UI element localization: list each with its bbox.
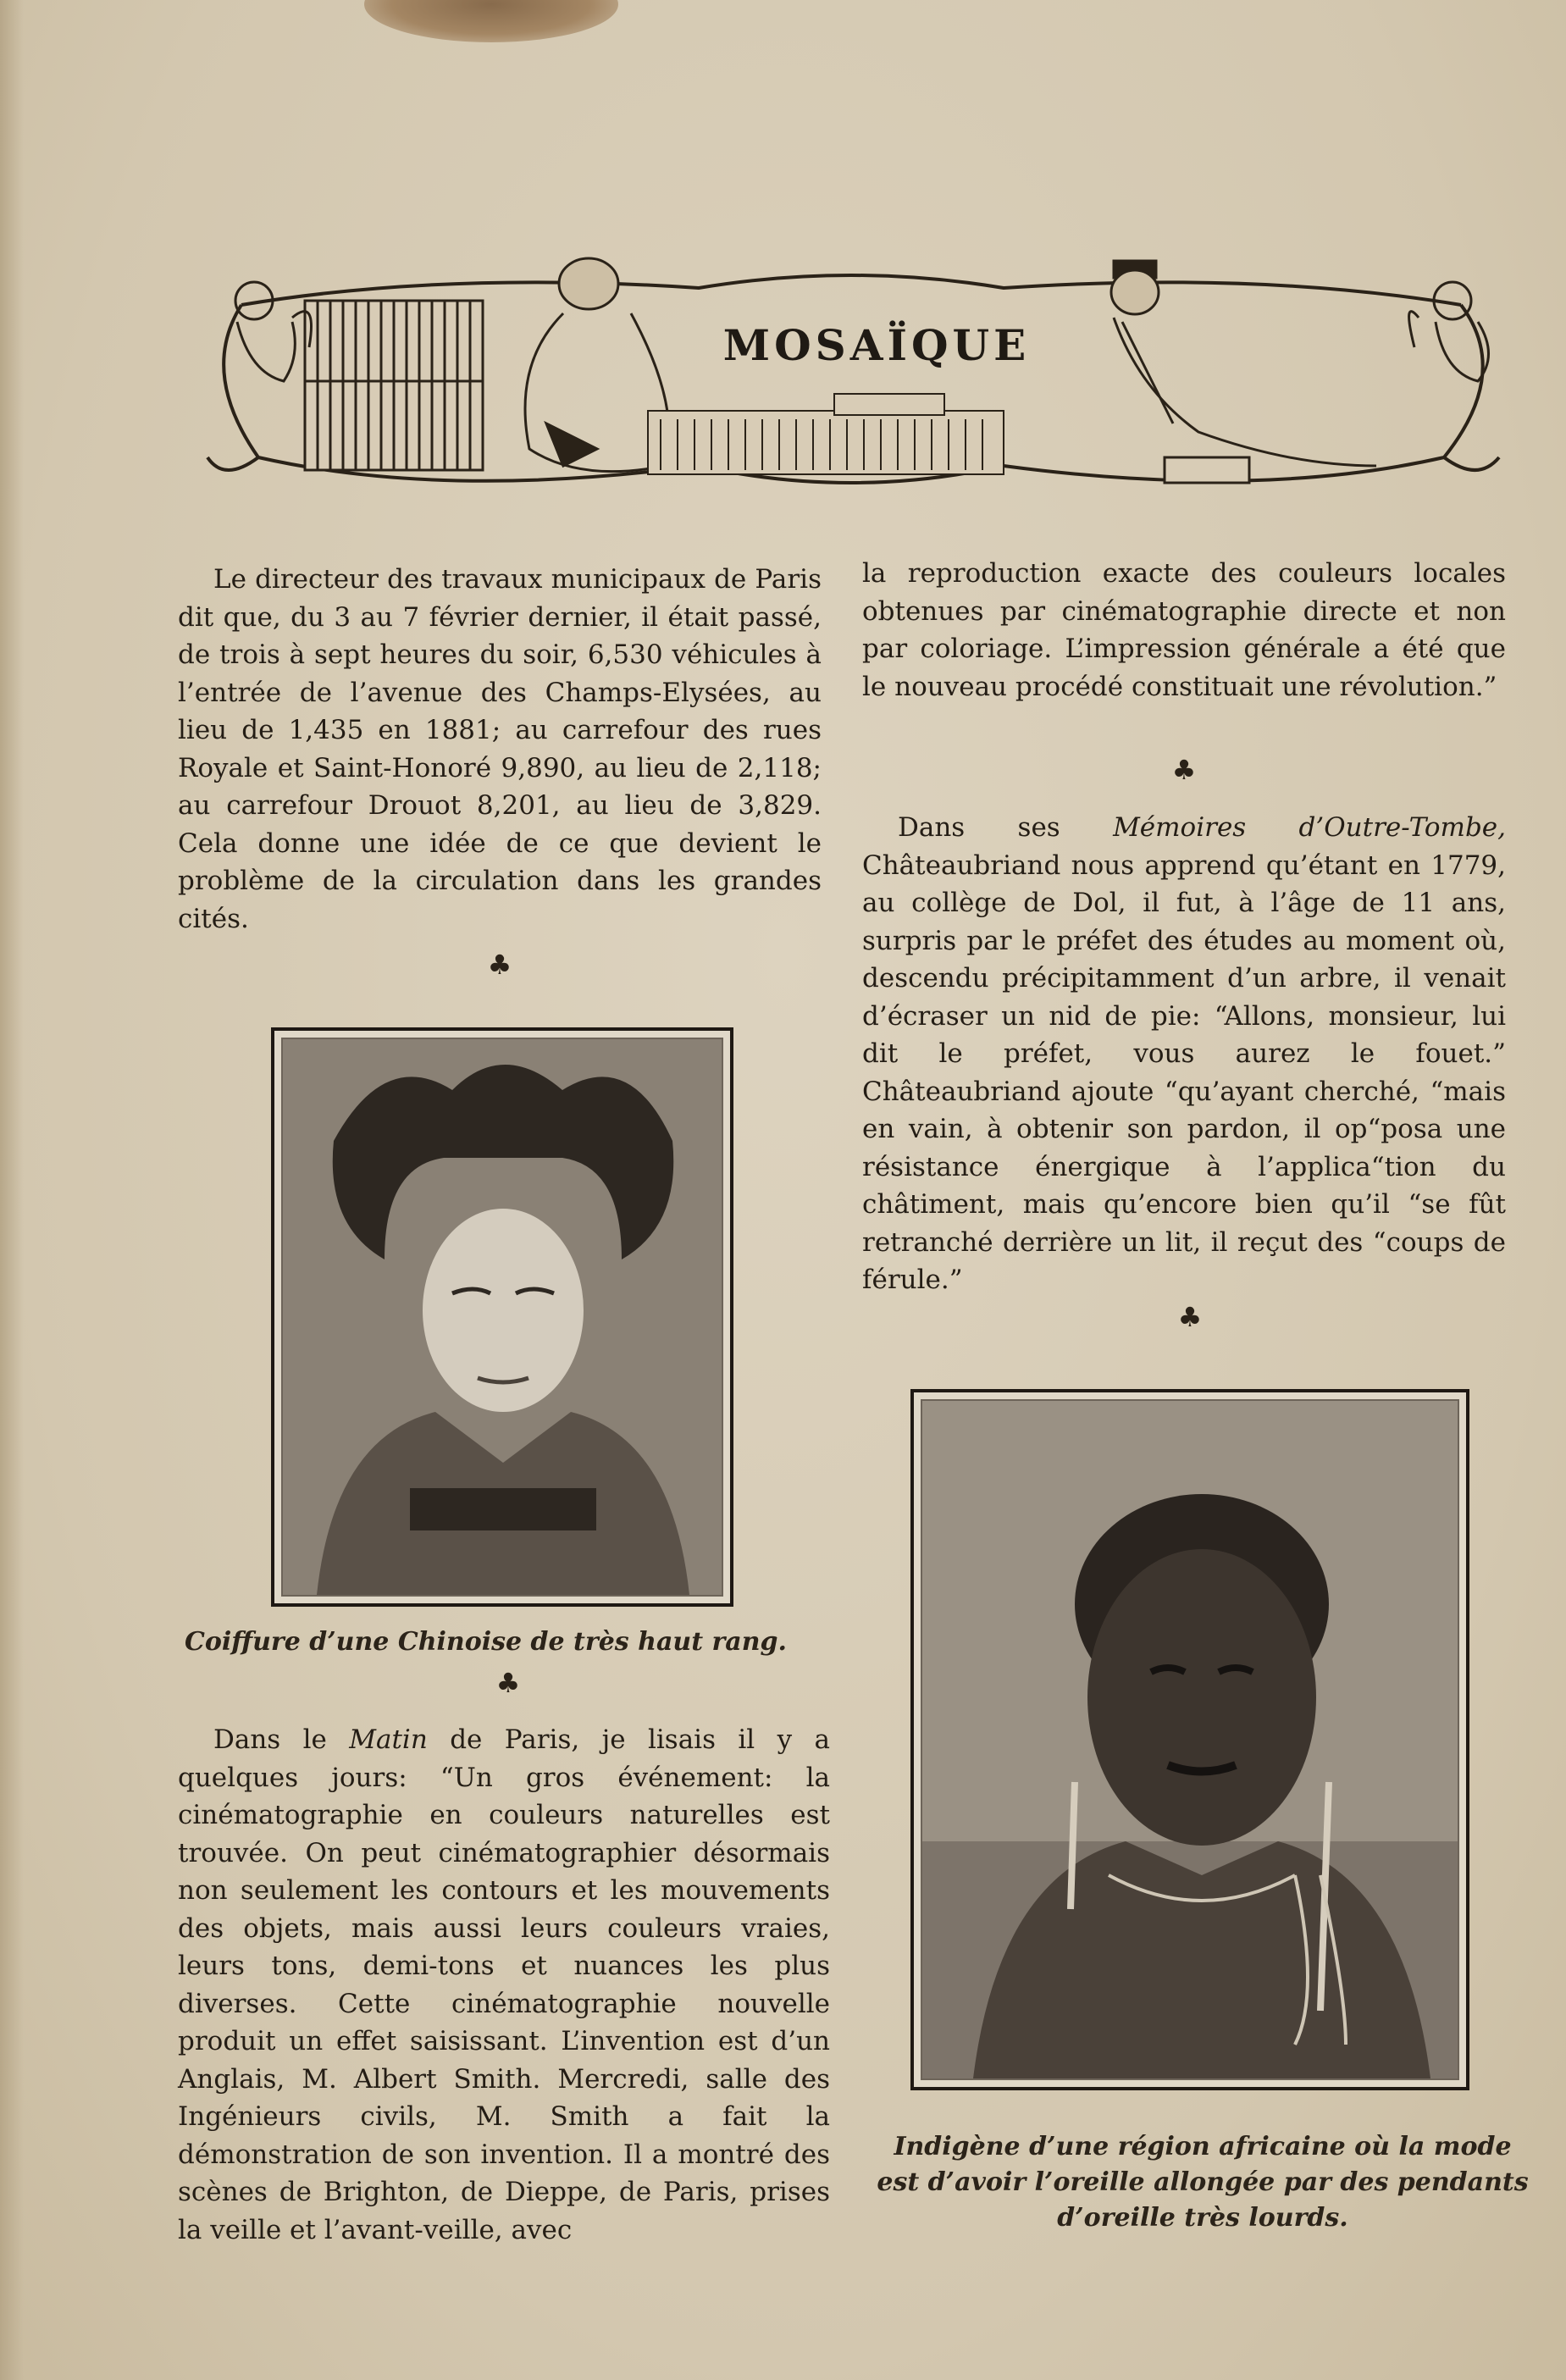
article-traffic-text: Le directeur des travaux municipaux de Paris dit que, du 3 au 7 février dernier, il était passé, de trois à sept heures du soir, 6,530 véhicules à l’entrée de l’avenue des Champs-Elysées, au lieu de 1,435 en 1881; au carrefour des rues Royale et Saint-Honoré 9,890, au lieu de 2,118; au carrefour Drouot 8,201, au lieu de 3,829. Cela donne une idée de ce que devient le problème de la circulation dans les grandes cités. bbox=[178, 564, 822, 934]
article-chateaubriand bbox=[862, 809, 1506, 1299]
section-title: MOSAÏQUE bbox=[722, 320, 1031, 370]
article-cinema-continued bbox=[862, 555, 1506, 706]
page-edge bbox=[0, 0, 24, 2380]
portrait-image bbox=[922, 1401, 1458, 2078]
photo-african-man bbox=[910, 1389, 1469, 2090]
article-chateaubriand-text: Dans ses Mémoires d’Outre-Tombe, Châteaubriand nous apprend qu’étant en 1779, au collège de Dol, il fut, à l’âge de 11 ans, surpris par le préfet des études au moment où, descendu précipitamment d’un arbre, il venait d’écraser un nid de pie: “Allons, monsieur, lui dit le préfet, vous aurez le fouet.” Châteaubriand ajoute “qu’ayant cherché, “mais en vain, à obtenir son pardon, il op“posa une résistance énergique à l’applica“tion du châtiment, mais qu’encore bien qu’il “se fût retranché derrière un lit, il reçut des “coups de férule.” bbox=[862, 812, 1506, 1295]
book-title: Mémoires d’Outre-Tombe, bbox=[1113, 812, 1506, 843]
photo-chinese-woman bbox=[271, 1027, 733, 1607]
club-ornament: ♣ bbox=[1171, 754, 1197, 786]
club-ornament: ♣ bbox=[487, 949, 512, 981]
photo-chinese-woman-caption: Coiffure d’une Chinoise de très haut rang. bbox=[185, 1627, 787, 1657]
header-banner bbox=[191, 254, 1512, 508]
article-traffic bbox=[178, 561, 822, 938]
article-cinema bbox=[178, 1721, 830, 2249]
paper-stain bbox=[364, 0, 618, 42]
club-ornament: ♣ bbox=[1177, 1301, 1203, 1333]
article-cinema-text: Dans le Matin de Paris, je lisais il y a quelques jours: “Un gros événement: la cinématographie en couleurs naturelles est trouvée. On peut cinématographier désormais non seulement les contours et les mouvements des objets, mais aussi leurs couleurs vraies, leurs tons, demi-tons et nuances les plus diverses. Cette cinématographie nouvelle produit un effet saisissant. L’invention est d’un Anglais, M. Albert Smith. Mercredi, salle des Ingénieurs civils, M. Smith a fait la démonstration de son invention. Il a montré des scènes de Brighton, de Dieppe, de Paris, prises la veille et l’avant-veille, avec bbox=[178, 1724, 830, 2245]
photo-african-man-caption: Indigène d’une région africaine où la mode est d’avoir l’oreille allongée par des pendants d’oreille très lourds. bbox=[877, 2132, 1529, 2233]
banner-illustration bbox=[191, 254, 1512, 508]
portrait-image bbox=[283, 1039, 722, 1595]
article-cinema-continuation: la reproduction exacte des couleurs locales obtenues par cinématographie directe et non par coloriage. L’impression générale a été que le nouveau procédé constituait une révolution.” bbox=[862, 558, 1506, 702]
newspaper-name: Matin bbox=[349, 1724, 428, 1755]
club-ornament: ♣ bbox=[495, 1667, 521, 1699]
